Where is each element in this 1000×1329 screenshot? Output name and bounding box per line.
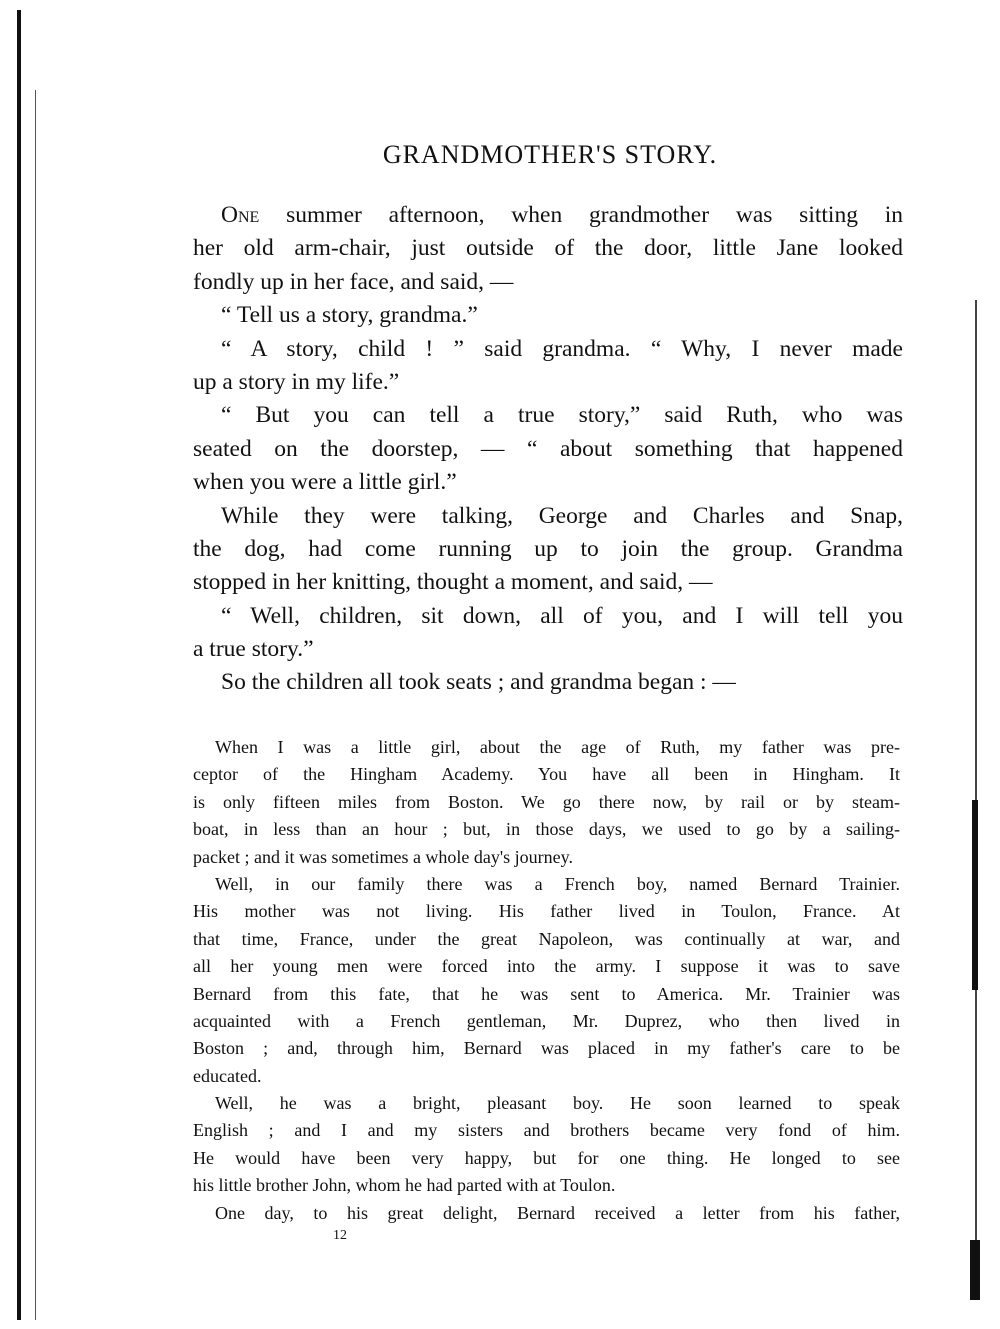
- line-text: when you were a little girl.”: [193, 469, 457, 496]
- line-text: is only fifteen miles from Boston. We go there now, by rail or by steam-: [193, 791, 900, 812]
- line-text: seated on the doorstep, — “ about something that happened: [193, 435, 903, 462]
- line-text: boat, in less than an hour ; but, in those days, we used to go by a sailing-: [193, 819, 900, 840]
- line-text: fondly up in her face, and said, —: [193, 268, 514, 295]
- paragraph: [193, 734, 900, 871]
- story-section: [193, 734, 900, 1227]
- line-text: He would have been very happy, but for one thing. He longed to see: [193, 1147, 900, 1168]
- text-line: [193, 466, 903, 499]
- line-text: One day, to his great delight, Bernard received a letter from his father,: [215, 1202, 900, 1223]
- text-line: [193, 600, 903, 633]
- text-line: [193, 1117, 900, 1144]
- lead-word: One: [221, 202, 260, 228]
- line-text: “ A story, child ! ” said grandma. “ Why, I never made: [221, 335, 903, 362]
- text-line: [193, 816, 900, 843]
- line-text: a true story.”: [193, 636, 314, 663]
- line-text: His mother was not living. His father lived in Toulon, France. At: [193, 901, 900, 922]
- text-line: [193, 666, 903, 699]
- line-text: summer afternoon, when grandmother was sitting in: [286, 202, 904, 228]
- text-line: [193, 399, 903, 432]
- line-text: “ Well, children, sit down, all of you, and I will tell you: [221, 602, 903, 629]
- paragraph: [193, 1200, 900, 1227]
- text-line: [193, 299, 903, 332]
- paragraph: [193, 500, 903, 600]
- line-text: stopped in her knitting, thought a moment, and said, —: [193, 569, 713, 596]
- text-line: [193, 1063, 900, 1090]
- text-line: [193, 1090, 900, 1117]
- scan-edge-right-mark: [970, 1240, 980, 1300]
- paragraph: [193, 1090, 900, 1200]
- paragraph: [193, 600, 903, 667]
- line-text: English ; and I and my sisters and brothers became very fond of him.: [193, 1120, 900, 1141]
- paragraph: [193, 666, 903, 699]
- line-text: that time, France, under the great Napoleon, was continually at war, and: [193, 928, 900, 949]
- line-text: Boston ; and, through him, Bernard was placed in my father's care to be: [193, 1038, 900, 1059]
- text-line: [193, 333, 903, 366]
- line-text: Bernard from this fate, that he was sent to America. Mr. Trainier was: [193, 983, 900, 1004]
- text-line: [193, 1200, 900, 1227]
- line-text: “ Tell us a story, grandma.”: [221, 302, 478, 329]
- text-line: [193, 981, 900, 1008]
- text-line: [193, 433, 903, 466]
- line-text: Well, in our family there was a French boy, named Bernard Trainier.: [215, 873, 900, 894]
- text-line: [193, 789, 900, 816]
- text-line: [193, 898, 900, 925]
- line-text: So the children all took seats ; and grandma began : —: [221, 669, 736, 696]
- line-text: her old arm-chair, just outside of the door, little Jane looked: [193, 235, 903, 262]
- line-text: While they were talking, George and Charles and Snap,: [221, 502, 903, 529]
- line-text: the dog, had come running up to join the group. Grandma: [193, 535, 903, 562]
- text-line: [193, 232, 903, 265]
- text-line: [193, 761, 900, 788]
- line-text: Well, he was a bright, pleasant boy. He soon learned to speak: [215, 1093, 900, 1114]
- paragraph: [193, 399, 903, 499]
- paragraph: [193, 299, 903, 332]
- line-text: his little brother John, whom he had parted with at Toulon.: [193, 1175, 616, 1196]
- line-text: all her young men were forced into the army. I suppose it was to save: [193, 956, 900, 977]
- text-line: [193, 926, 900, 953]
- paragraph: [193, 333, 903, 400]
- dialogue-section: [193, 199, 903, 700]
- paragraph: [193, 199, 903, 299]
- scan-edge-right-mark: [972, 800, 978, 990]
- line-text: When I was a little girl, about the age of Ruth, my father was pre-: [215, 737, 900, 757]
- line-text: educated.: [193, 1065, 262, 1086]
- line-text: acquainted with a French gentleman, Mr. Duprez, who then lived in: [193, 1010, 900, 1031]
- text-line: [193, 366, 903, 399]
- text-line: [193, 266, 903, 299]
- text-line: [193, 1035, 900, 1062]
- text-line: [193, 199, 903, 232]
- text-line: [193, 533, 903, 566]
- text-line: [193, 1172, 900, 1199]
- text-line: [193, 566, 903, 599]
- line-text: “ But you can tell a true story,” said Ruth, who was: [221, 402, 903, 429]
- text-line: [193, 500, 903, 533]
- line-text: ceptor of the Hingham Academy. You have all been in Hingham. It: [193, 764, 900, 785]
- paragraph: [193, 871, 900, 1090]
- chapter-title: GRANDMOTHER'S STORY.: [382, 140, 718, 169]
- text-line: [193, 1145, 900, 1172]
- scan-edge-left: [17, 10, 21, 1320]
- text-line: [193, 1008, 900, 1035]
- text-line: [193, 734, 900, 761]
- text-line: [193, 871, 900, 898]
- page-number: 12: [333, 1228, 347, 1243]
- scan-edge-left-inner: [35, 90, 36, 1320]
- line-text: up a story in my life.”: [193, 368, 400, 395]
- text-line: [193, 953, 900, 980]
- text-line: [193, 844, 900, 871]
- text-line: [193, 633, 903, 666]
- line-text: packet ; and it was sometimes a whole day's journey.: [193, 846, 573, 867]
